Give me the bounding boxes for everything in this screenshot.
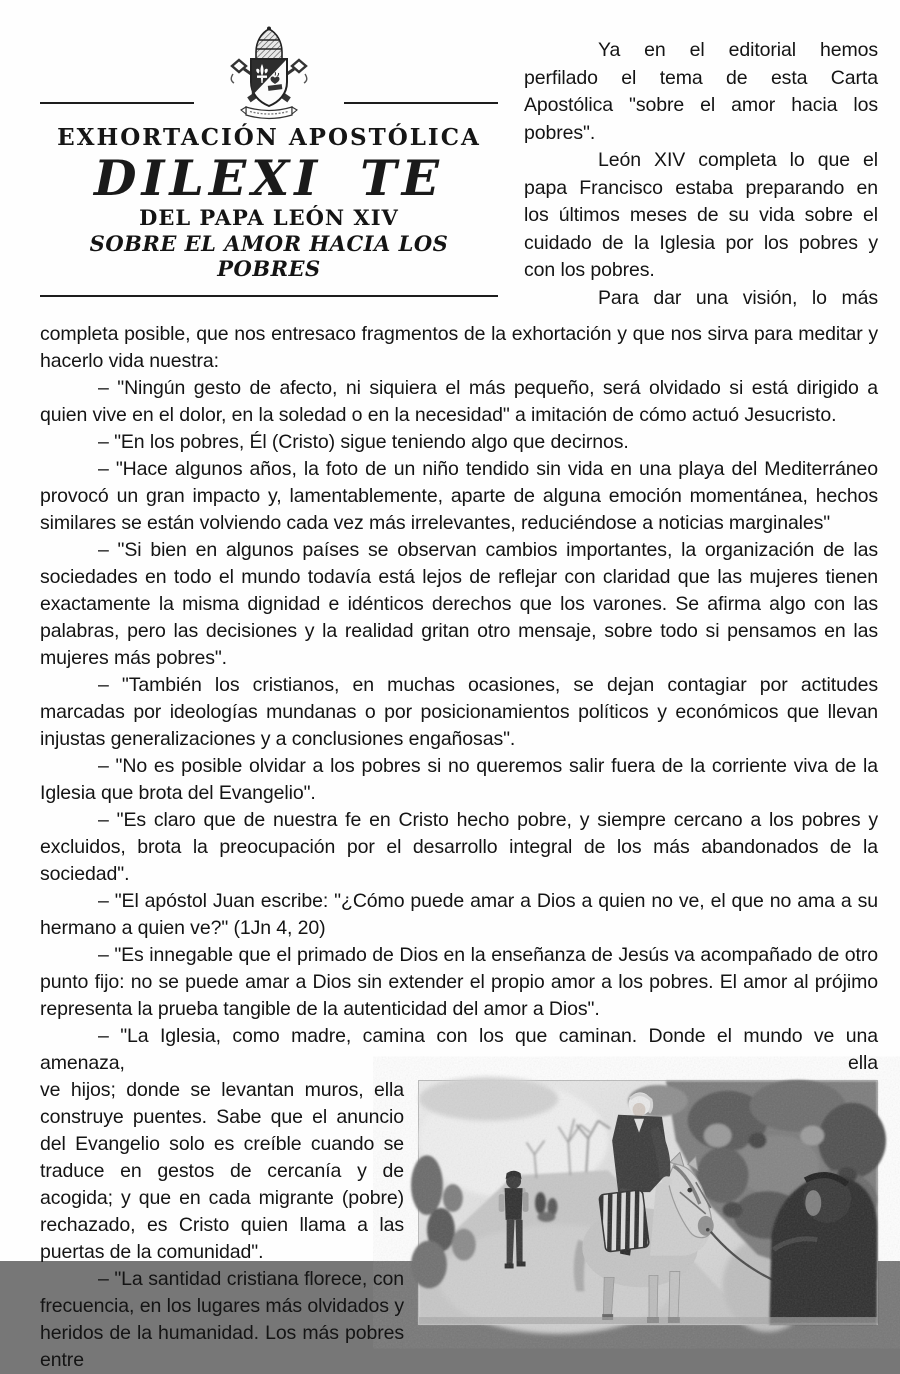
intro-paragraph: Para dar una visión, lo más	[598, 286, 878, 309]
photo-horseback-migrants	[418, 1080, 878, 1325]
body-paragraph: ve hijos; donde se levantan muros, ella construye puentes. Sabe que el anuncio del Evangelio solo es creíble cuando se traduce en gestos de cercanía y de acogida; y que en cada migrante (pobre) rechazado, es Cristo quien llama a las puertas de la comunidad".	[40, 1079, 404, 1263]
body-paragraph: completa posible, que nos entresaco fragmentos de la exhortación y que nos sirva para meditar y hacerlo vida nuestra:	[40, 323, 878, 372]
body-paragraph: – "La Iglesia, como madre, camina con los que caminan. Donde el mundo ve una amenaza, ella	[40, 1025, 878, 1074]
masthead-right-rule	[344, 102, 498, 104]
body-paragraph: – "En los pobres, Él (Cristo) sigue teniendo algo que decirnos.	[98, 431, 629, 453]
body-paragraph: – "Es claro que de nuestra fe en Cristo hecho pobre, y siempre cercano a los pobres y excluidos, brota la preocupación por el desarrollo integral de los más abandonados de la sociedad".	[40, 809, 878, 885]
intro-column	[524, 24, 878, 312]
body-paragraph: – "Si bien en algunos países se observan cambios importantes, la organización de las sociedades en todo el mundo todavía está lejos de reflejar con claridad que las mujeres tienen exactamente la misma dignidad e idénticos derechos que los varones. Se afirma algo con las palabras, pero las decisiones y la realidad gritan otro mensaje, sobre todo si pensamos en las mujeres más pobres".	[40, 539, 878, 669]
document-subject-line: SOBRE EL AMOR HACIA LOS POBRES	[89, 230, 449, 281]
text-wrap-zone	[40, 1077, 878, 1374]
body-paragraph: – "Hace algunos años, la foto de un niño tendido sin vida en una playa del Mediterráneo provocó un gran impacto y, lamentablemente, aparte de alguna emoción momentánea, hechos similares se están volviendo cada vez más irrelevantes, reduciéndose a noticias marginales"	[40, 458, 878, 534]
document-author-line: DEL PAPA LEÓN XIV	[139, 204, 399, 230]
body-paragraph: – "La santidad cristiana florece, con frecuencia, en los lugares más olvidados y heridos de la humanidad. Los más pobres entre	[40, 1268, 404, 1371]
masthead-left-rule	[40, 102, 194, 104]
papal-coat-of-arms-icon	[206, 26, 332, 120]
body-paragraph: – "El apóstol Juan escribe: "¿Cómo puede amar a Dios a quien no ve, el que no ama a su hermano a quien ve?" (1Jn 4, 20)	[40, 890, 878, 939]
document-title: DILEXI TE	[93, 149, 445, 207]
document-kicker: EXHORTACIÓN APOSTÓLICA	[57, 124, 481, 151]
intro-paragraph: León XIV completa lo que el papa Francisco estaba preparando en los últimos meses de su vida sobre el cuidado de la Iglesia por los pobres y con los pobres.	[524, 149, 878, 281]
header-row	[40, 24, 878, 312]
body-paragraph: – "También los cristianos, en muchas ocasiones, se dejan contagiar por actitudes marcadas por ideologías mundanas o por posicionamientos políticos y económicos que llevan injustas generalizaciones y a conclusiones engañosas".	[40, 674, 878, 750]
masthead-bottom-rule	[40, 295, 498, 297]
body-paragraph: – "No es posible olvidar a los pobres si no queremos salir fuera de la corriente viva de la Iglesia que brota del Evangelio".	[40, 755, 878, 804]
body-paragraph: – "Es innegable que el primado de Dios en la enseñanza de Jesús va acompañado de otro punto fijo: no se puede amar a Dios sin extender el propio amor a los pobres. El amor al prójimo representa la prueba tangible de la autenticidad del amor a Dios".	[40, 944, 878, 1020]
emblem-row	[40, 26, 498, 120]
masthead	[40, 24, 498, 312]
body-paragraph: – "Ningún gesto de afecto, ni siquiera el más pequeño, será olvidado si está dirigido a quien vive en el dolor, en la soledad o en la necesidad" a imitación de cómo actuó Jesucristo.	[40, 377, 878, 426]
intro-paragraph: Ya en el editorial hemos perfilado el tema de esta Carta Apostólica "sobre el amor hacia los pobres".	[524, 39, 878, 144]
body-text	[40, 321, 878, 1374]
